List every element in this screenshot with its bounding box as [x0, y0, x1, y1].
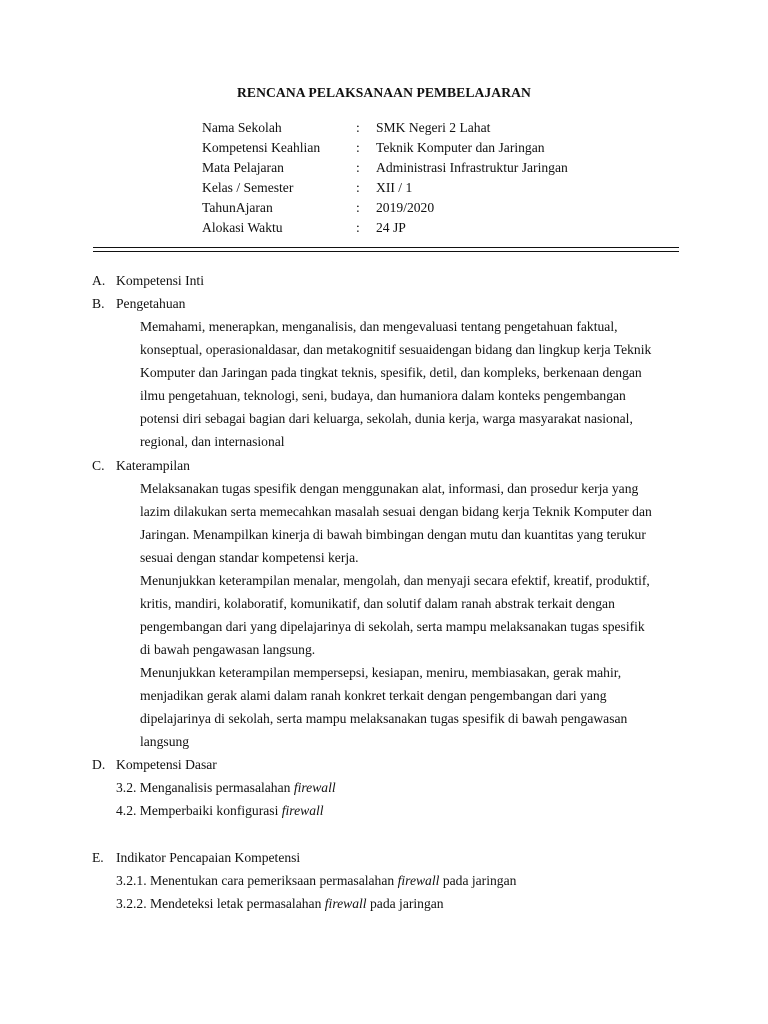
info-row-class — [202, 178, 682, 198]
paragraph-line: potensi diri sebagai bagian dari keluarga, sekolah, dunia kerja, warga masyarakat nasional, — [140, 411, 633, 426]
item-number: 4.2. — [116, 803, 137, 818]
paragraph-line: kritis, mandiri, kolaboratif, komunikatif, dan solutif dalam ranah abstrak terkait dengan — [140, 596, 615, 611]
paragraph-line: konseptual, operasionaldasar, dan metakognitif sesuaidengan bidang dan lingkup kerja Teknik — [140, 342, 652, 357]
info-row-school — [202, 118, 682, 138]
paragraph-line: Menunjukkan keterampilan menalar, mengolah, dan menyaji secara efektif, kreatif, produktif, — [140, 573, 650, 588]
paragraph-line: langsung — [140, 734, 190, 749]
item-text: Memperbaiki konfigurasi — [139, 803, 279, 818]
item-text-after: pada jaringan — [369, 896, 444, 911]
section-letter: E. — [92, 850, 104, 865]
item-emphasis: firewall — [293, 780, 336, 795]
paragraph-line: di bawah pengawasan langsung. — [140, 642, 316, 657]
paragraph-line: lazim dilakukan serta memecahkan masalah sesuai dengan bidang kerja Teknik Komputer dan — [140, 504, 652, 519]
item-text-after: pada jaringan — [442, 873, 517, 888]
info-colon: : — [356, 180, 360, 195]
indicator-item — [116, 870, 516, 892]
info-row-year — [202, 198, 682, 218]
paragraph-line: Menunjukkan keterampilan mempersepsi, kesiapan, meniru, membiasakan, gerak mahir, — [140, 665, 622, 680]
item-text: Mendeteksi letak permasalahan — [150, 896, 322, 911]
section-c-paragraph-1 — [140, 478, 680, 754]
competency-item — [116, 800, 324, 822]
competency-item — [116, 777, 336, 799]
header-divider-thick — [93, 247, 679, 248]
info-value: XII / 1 — [376, 180, 413, 195]
item-number: 3.2.2. — [116, 896, 147, 911]
item-number: 3.2.1. — [116, 873, 147, 888]
info-colon: : — [356, 120, 360, 135]
info-value: 2019/2020 — [376, 200, 435, 215]
info-row-expertise — [202, 138, 682, 158]
info-colon: : — [356, 220, 360, 235]
section-letter: B. — [92, 296, 105, 311]
info-value: Teknik Komputer dan Jaringan — [376, 140, 545, 155]
indicator-item — [116, 893, 444, 915]
info-row-subject — [202, 158, 682, 178]
paragraph-line: pengembangan dari yang dipelajarinya di sekolah, serta mampu melaksanakan tugas spesifik — [140, 619, 645, 634]
paragraph-line: ilmu pengetahuan, teknologi, seni, budaya, dan humaniora dalam konteks pengembangan — [140, 388, 626, 403]
info-key: Mata Pelajaran — [202, 160, 284, 175]
item-emphasis: firewall — [324, 896, 367, 911]
section-label: Pengetahuan — [116, 296, 186, 311]
paragraph-line: menjadikan gerak alami dalam ranah konkret terkait dengan pengembangan dari yang — [140, 688, 607, 703]
paragraph-line: Komputer dan Jaringan pada tingkat teknis, spesifik, detil, dan kompleks, berkenaan dengan — [140, 365, 642, 380]
item-text: Menentukan cara pemeriksaan permasalahan — [150, 873, 395, 888]
info-key: Kompetensi Keahlian — [202, 140, 321, 155]
identity-table — [202, 118, 682, 238]
paragraph-line: sesuai dengan standar kompetensi kerja. — [140, 550, 359, 565]
item-number: 3.2. — [116, 780, 137, 795]
info-value: SMK Negeri 2 Lahat — [376, 120, 491, 135]
paragraph-line: dipelajarinya di sekolah, serta mampu melaksanakan tugas spesifik di bawah pengawasan — [140, 711, 628, 726]
info-colon: : — [356, 160, 360, 175]
info-row-time — [202, 218, 682, 238]
item-text: Menganalisis permasalahan — [139, 780, 291, 795]
paragraph-line: Jaringan. Menampilkan kinerja di bawah bimbingan dengan mutu dan kuantitas yang terukur — [140, 527, 646, 542]
paragraph-line: Memahami, menerapkan, menganalisis, dan mengevaluasi tentang pengetahuan faktual, — [140, 319, 618, 334]
section-label: Indikator Pencapaian Kompetensi — [116, 850, 301, 865]
item-emphasis: firewall — [281, 803, 324, 818]
section-label: Kompetensi Dasar — [116, 757, 217, 772]
document-title: RENCANA PELAKSANAAN PEMBELAJARAN — [237, 85, 531, 100]
section-label: Katerampilan — [116, 458, 190, 473]
section-letter: D. — [92, 757, 106, 772]
section-label: Kompetensi Inti — [116, 273, 204, 288]
info-value: 24 JP — [376, 220, 406, 235]
info-colon: : — [356, 140, 360, 155]
info-value: Administrasi Infrastruktur Jaringan — [376, 160, 568, 175]
info-key: Alokasi Waktu — [202, 220, 283, 235]
section-letter: C. — [92, 458, 105, 473]
info-key: TahunAjaran — [202, 200, 273, 215]
item-emphasis: firewall — [397, 873, 440, 888]
section-b-paragraph — [140, 316, 680, 454]
info-colon: : — [356, 200, 360, 215]
paragraph-line: Melaksanakan tugas spesifik dengan menggunakan alat, informasi, dan prosedur kerja yang — [140, 481, 639, 496]
info-key: Kelas / Semester — [202, 180, 294, 195]
info-key: Nama Sekolah — [202, 120, 282, 135]
header-divider-thin — [93, 251, 679, 252]
paragraph-line: regional, dan internasional — [140, 434, 285, 449]
section-letter: A. — [92, 273, 106, 288]
